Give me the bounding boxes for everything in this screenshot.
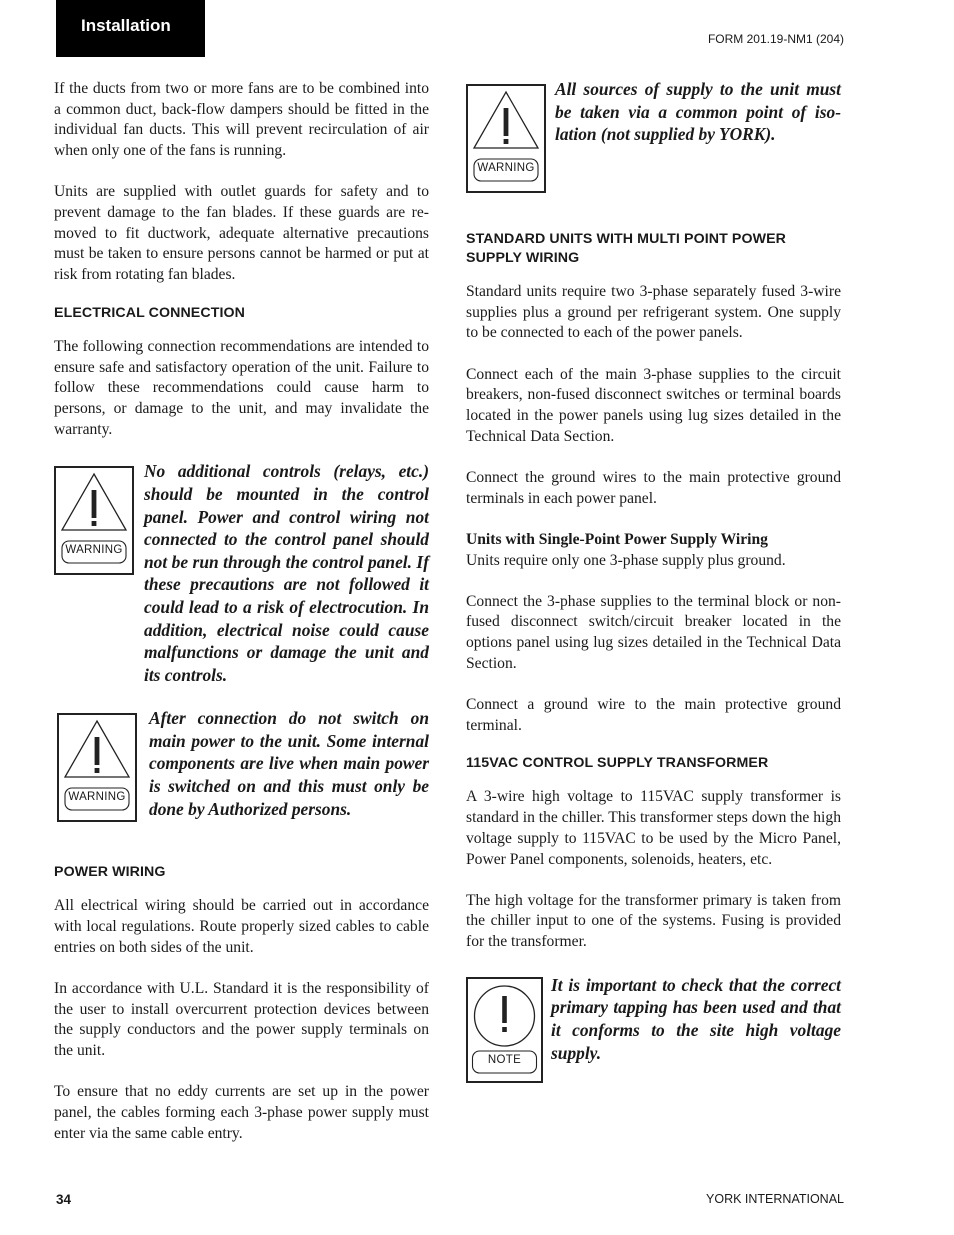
- warning-block-controls: [54, 460, 429, 686]
- paragraph-single-supply: Units require only one 3-phase supply plus ground.: [466, 551, 786, 569]
- heading-multi-point-wiring: STANDARD UNITS WITH MULTI POINT POWER SUPPLY WIRING: [466, 231, 787, 266]
- paragraph-connect-main-supplies: Connect each of the main 3-phase supplies to the circuit breakers, non-fused disconnect switches or terminal boards located in the power panels using lug sizes detailed in the Technical Data Section.: [466, 365, 841, 445]
- right-column: [466, 78, 841, 1083]
- left-column: [54, 79, 429, 1144]
- paragraph-standard-units: Standard units require two 3-phase separately fused 3-wire supplies plus a ground per refrigerant system. One supply to be connected to each of the power panels.: [466, 283, 841, 342]
- paragraph-ground-wires: Connect the ground wires to the main protective ground terminals in each power panel.: [466, 468, 841, 507]
- heading-control-transformer: 115VAC CONTROL SUPPLY TRANSFORMER: [466, 755, 769, 772]
- warning-label: WARNING: [65, 544, 123, 557]
- paragraph-ul-standard: In accordance with U.L. Standard it is the responsibility of the user to install overcurrent protection devices between the supply conductors and the power supply terminals on the unit.: [54, 979, 429, 1059]
- paragraph-ground-wire: Connect a ground wire to the main protective ground terminal.: [466, 696, 841, 734]
- paragraph-guards: Units are supplied with outlet guards for safety and to prevent damage to the fan blades. If these guards are removed to fit ductwork, adequate alternative precautions must be taken to ensure persons cannot be harmed or put at risk from rotating fan blades.: [54, 183, 429, 284]
- company-name: YORK INTERNATIONAL: [706, 1192, 844, 1206]
- section-tab: Installation: [56, 0, 205, 57]
- note-text-tapping: It is important to check that the correct primary tapping has been used and that it conforms to the site high voltage supply.: [551, 974, 841, 1063]
- warning-triangle-icon: [59, 715, 135, 820]
- warning-text-isolation: All sources of supply to the unit must be taken via a common point of isolation (not supplied by YORK).: [555, 79, 841, 145]
- note-symbol: [466, 977, 543, 1083]
- form-id: FORM 201.19-NM1 (204): [707, 32, 844, 46]
- note-block-tapping: [466, 974, 841, 1083]
- page-number: 34: [56, 1192, 72, 1207]
- warning-text-main-power: After connection do not switch on main power to the unit. Some internal components are live when main power is switched on and this must only be done by Authorized persons.: [149, 708, 429, 819]
- paragraph-electrical-wiring: All electrical wiring should be carried out in accordance with local regulations. Route properly sized cables to cable entries on both sides of the unit.: [54, 897, 429, 956]
- warning-triangle-icon: [56, 468, 132, 573]
- warning-block-main-power: [54, 707, 429, 822]
- heading-power-wiring: POWER WIRING: [54, 864, 166, 881]
- heading-single-point-wiring: Units with Single-Point Power Supply Wiring: [466, 530, 768, 548]
- paragraph-transformer-standard: A 3-wire high voltage to 115VAC supply transformer is standard in the chiller. This transformer steps down the high voltage supply to 115VAC to be used by the Micro Panel, Power Panel components, solenoids, heaters, etc.: [466, 788, 841, 868]
- warning-label: WARNING: [68, 791, 126, 804]
- warning-block-isolation: [466, 78, 841, 193]
- warning-symbol: [54, 466, 134, 575]
- note-label: NOTE: [487, 1053, 522, 1066]
- paragraph-ducts: If the ducts from two or more fans are to be combined into a common duct, back-flow dampers should be fitted in the individual fan ducts. This will prevent recirculation of air when only one of the fans is running.: [54, 80, 429, 160]
- paragraph-connect-terminal-block: Connect the 3-phase supplies to the terminal block or non-fused disconnect switch/circuit breaker located in the options panel using lug sizes detailed in the Technical Data Section.: [466, 592, 841, 672]
- warning-label: WARNING: [477, 162, 535, 174]
- paragraph-transformer-primary: The high voltage for the transformer primary is taken from the chiller input to one of the systems. Fusing is provided for the transformer.: [466, 891, 841, 951]
- paragraph-recommendations: The following connection recommendations are intended to ensure safe and satisfactory operation of the unit. Failure to follow these recommendations could cause harm to persons, or damage to the unit, and may invalidate the warranty.: [54, 337, 429, 438]
- warning-triangle-icon: [468, 86, 544, 191]
- paragraph-eddy-currents: To ensure that no eddy currents are set up in the power panel, the cables forming each 3-phase power supply must enter via the same cable entry.: [54, 1083, 429, 1142]
- warning-symbol: [466, 84, 546, 193]
- warning-text-controls: No additional controls (relays, etc.) should be mounted in the control panel. Power and control wiring not connected to the control panel should not be run through the control panel. If these precautions are not followed it could lead to a risk of electrocution. In addition, electrical noise could cause malfunctions or damage the unit and its controls.: [144, 461, 429, 685]
- heading-electrical-connection: ELECTRICAL CONNECTION: [54, 304, 246, 321]
- warning-symbol: [57, 713, 137, 822]
